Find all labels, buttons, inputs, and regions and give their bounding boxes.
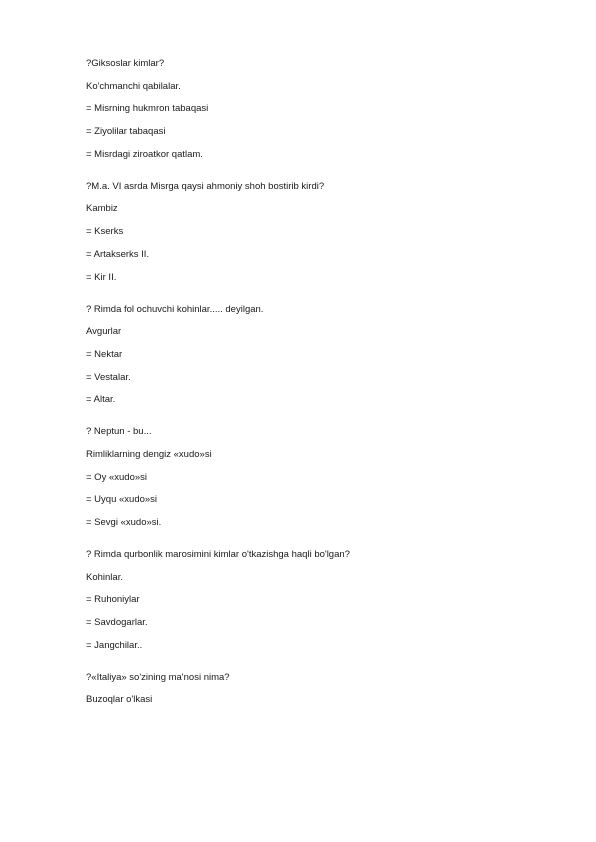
answer-option: Ko'chmanchi qabilalar. <box>86 80 181 92</box>
question-text: ? Rimda fol ochuvchi kohinlar..... deyilgan. <box>86 303 264 315</box>
answer-option: = Jangchilar.. <box>86 639 143 651</box>
answer-option: Buzoqlar o'lkasi <box>86 694 153 706</box>
answer-option: = Ruhoniylar <box>86 594 140 606</box>
question-block <box>86 672 546 706</box>
answer-option: = Vestalar. <box>86 371 131 383</box>
answer-option: Kohinlar. <box>86 571 123 583</box>
question-block <box>86 304 546 406</box>
answer-option: Kambiz <box>86 203 118 215</box>
question-block <box>86 426 546 528</box>
answer-option: Avgurlar <box>86 326 122 338</box>
answer-option: = Savdogarlar. <box>86 617 148 629</box>
question-block <box>86 181 546 283</box>
answer-option: = Kir II. <box>86 271 117 283</box>
answer-option: = Kserks <box>86 226 124 238</box>
question-text: ?«Italiya» so'zining ma'nosi nima? <box>86 671 230 683</box>
answer-option: = Nektar <box>86 348 123 360</box>
answer-option: = Ziyolilar tabaqasi <box>86 126 166 138</box>
answer-option: = Oy «xudo»si <box>86 471 147 483</box>
answer-option: = Uyqu «xudo»si <box>86 494 158 506</box>
question-text: ?Giksoslar kimlar? <box>86 58 165 69</box>
answer-option: = Altar. <box>86 394 116 406</box>
question-text: ? Rimda qurbonlik marosimini kimlar o'tkazishga haqli bo'lgan? <box>86 549 350 560</box>
answer-option: = Misrdagi ziroatkor qatlam. <box>86 148 203 160</box>
question-block <box>86 58 546 160</box>
question-block <box>86 549 546 651</box>
answer-option: = Artakserks II. <box>86 248 150 260</box>
question-text: ?M.a. VI asrda Misrga qaysi ahmoniy shoh bostirib kirdi? <box>86 180 325 192</box>
answer-option: Rimliklarning dengiz «xudo»si <box>86 448 212 460</box>
question-text: ? Neptun - bu... <box>86 426 152 438</box>
answer-option: = Misrning hukmron tabaqasi <box>86 103 209 115</box>
quiz-content <box>86 58 546 726</box>
answer-option: = Sevgi «xudo»si. <box>86 517 162 528</box>
